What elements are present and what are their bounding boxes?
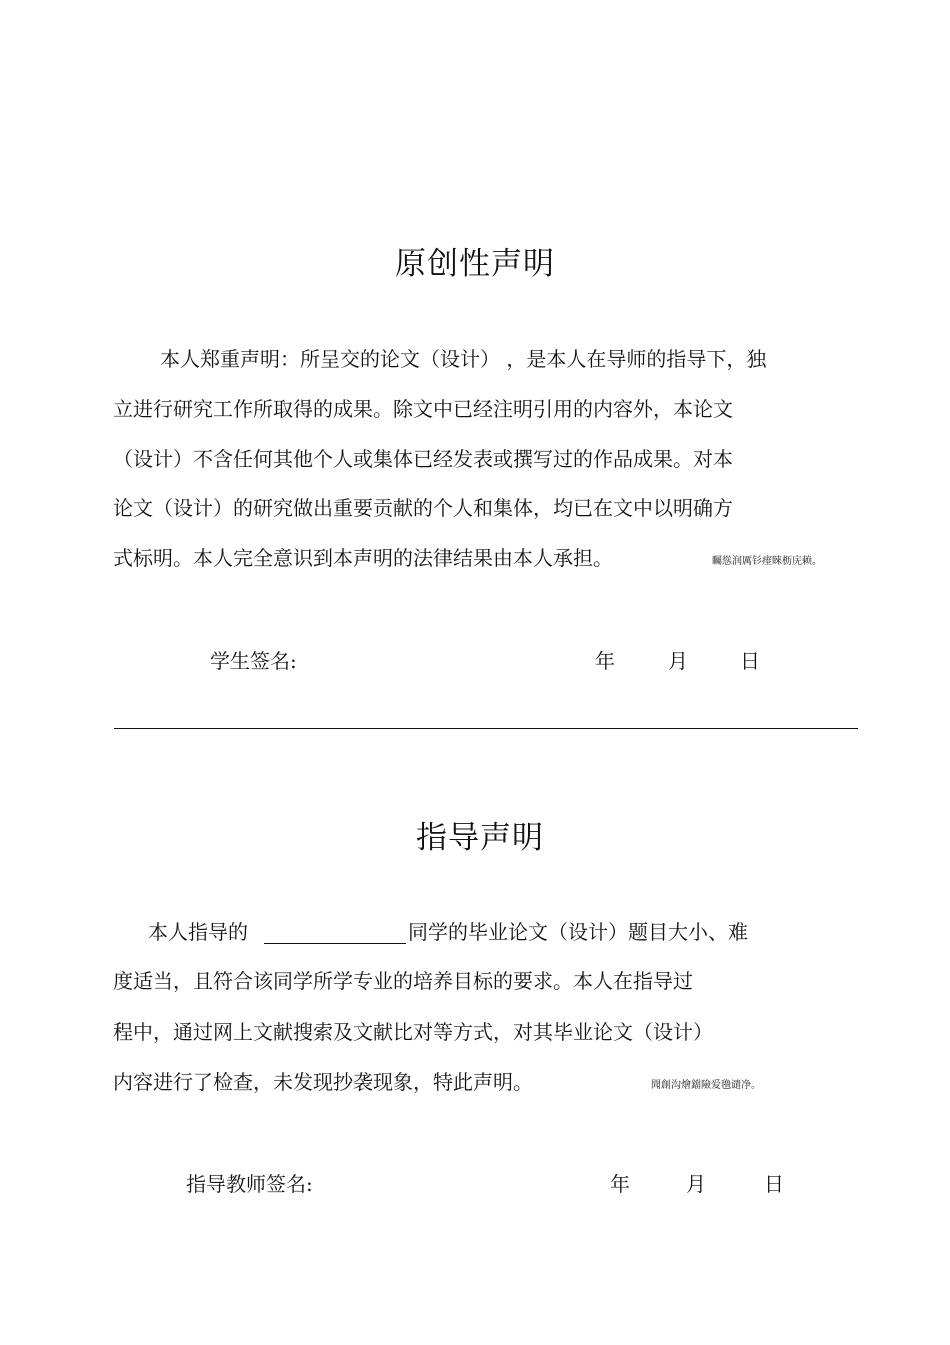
section-divider bbox=[114, 728, 858, 729]
guidance-line-1-before: 本人指导的 bbox=[148, 920, 248, 944]
student-signature-label: 学生签名: bbox=[210, 649, 297, 673]
originality-line-1: 本人郑重声明：所呈交的论文（设计） ，是本人在导师的指导下，独 bbox=[160, 347, 767, 371]
teacher-date-month: 月 bbox=[686, 1172, 706, 1196]
originality-line-2: 立进行研究工作所取得的成果。除文中已经注明引用的内容外，本论文 bbox=[113, 397, 733, 421]
guidance-garbled-note: 聞創沟燴鐺險爱氇谴净。 bbox=[651, 1080, 761, 1091]
student-date-month: 月 bbox=[668, 649, 688, 673]
teacher-date-year: 年 bbox=[610, 1172, 630, 1196]
guidance-line-3: 程中，通过网上文献搜索及文献比对等方式，对其毕业论文（设计） bbox=[113, 1020, 713, 1044]
originality-line-3: （设计）不含任何其他个人或集体已经发表或撰写过的作品成果。对本 bbox=[113, 447, 733, 471]
originality-title: 原创性声明 bbox=[395, 246, 555, 282]
teacher-date-day: 日 bbox=[764, 1172, 784, 1196]
teacher-signature-label: 指导教师签名: bbox=[186, 1172, 313, 1196]
guidance-line-1 bbox=[148, 920, 748, 944]
guidance-line-2: 度适当，且符合该同学所学专业的培养目标的要求。本人在指导过 bbox=[113, 969, 693, 993]
student-name-blank bbox=[264, 923, 406, 944]
guidance-title: 指导声明 bbox=[416, 820, 544, 856]
guidance-line-1-after: 同学的毕业论文（设计）题目大小、难 bbox=[408, 920, 748, 944]
originality-line-4: 论文（设计）的研究做出重要贡献的个人和集体，均已在文中以明确方 bbox=[113, 496, 733, 520]
guidance-line-4: 内容进行了检查，未发现抄袭现象，特此声明。 bbox=[113, 1070, 533, 1094]
student-date-year: 年 bbox=[595, 649, 615, 673]
originality-garbled-note: 矚慫润厲钐瘗睞枥庑赖。 bbox=[712, 556, 822, 567]
student-date-day: 日 bbox=[740, 649, 760, 673]
originality-line-5: 式标明。本人完全意识到本声明的法律结果由本人承担。 bbox=[113, 546, 613, 570]
